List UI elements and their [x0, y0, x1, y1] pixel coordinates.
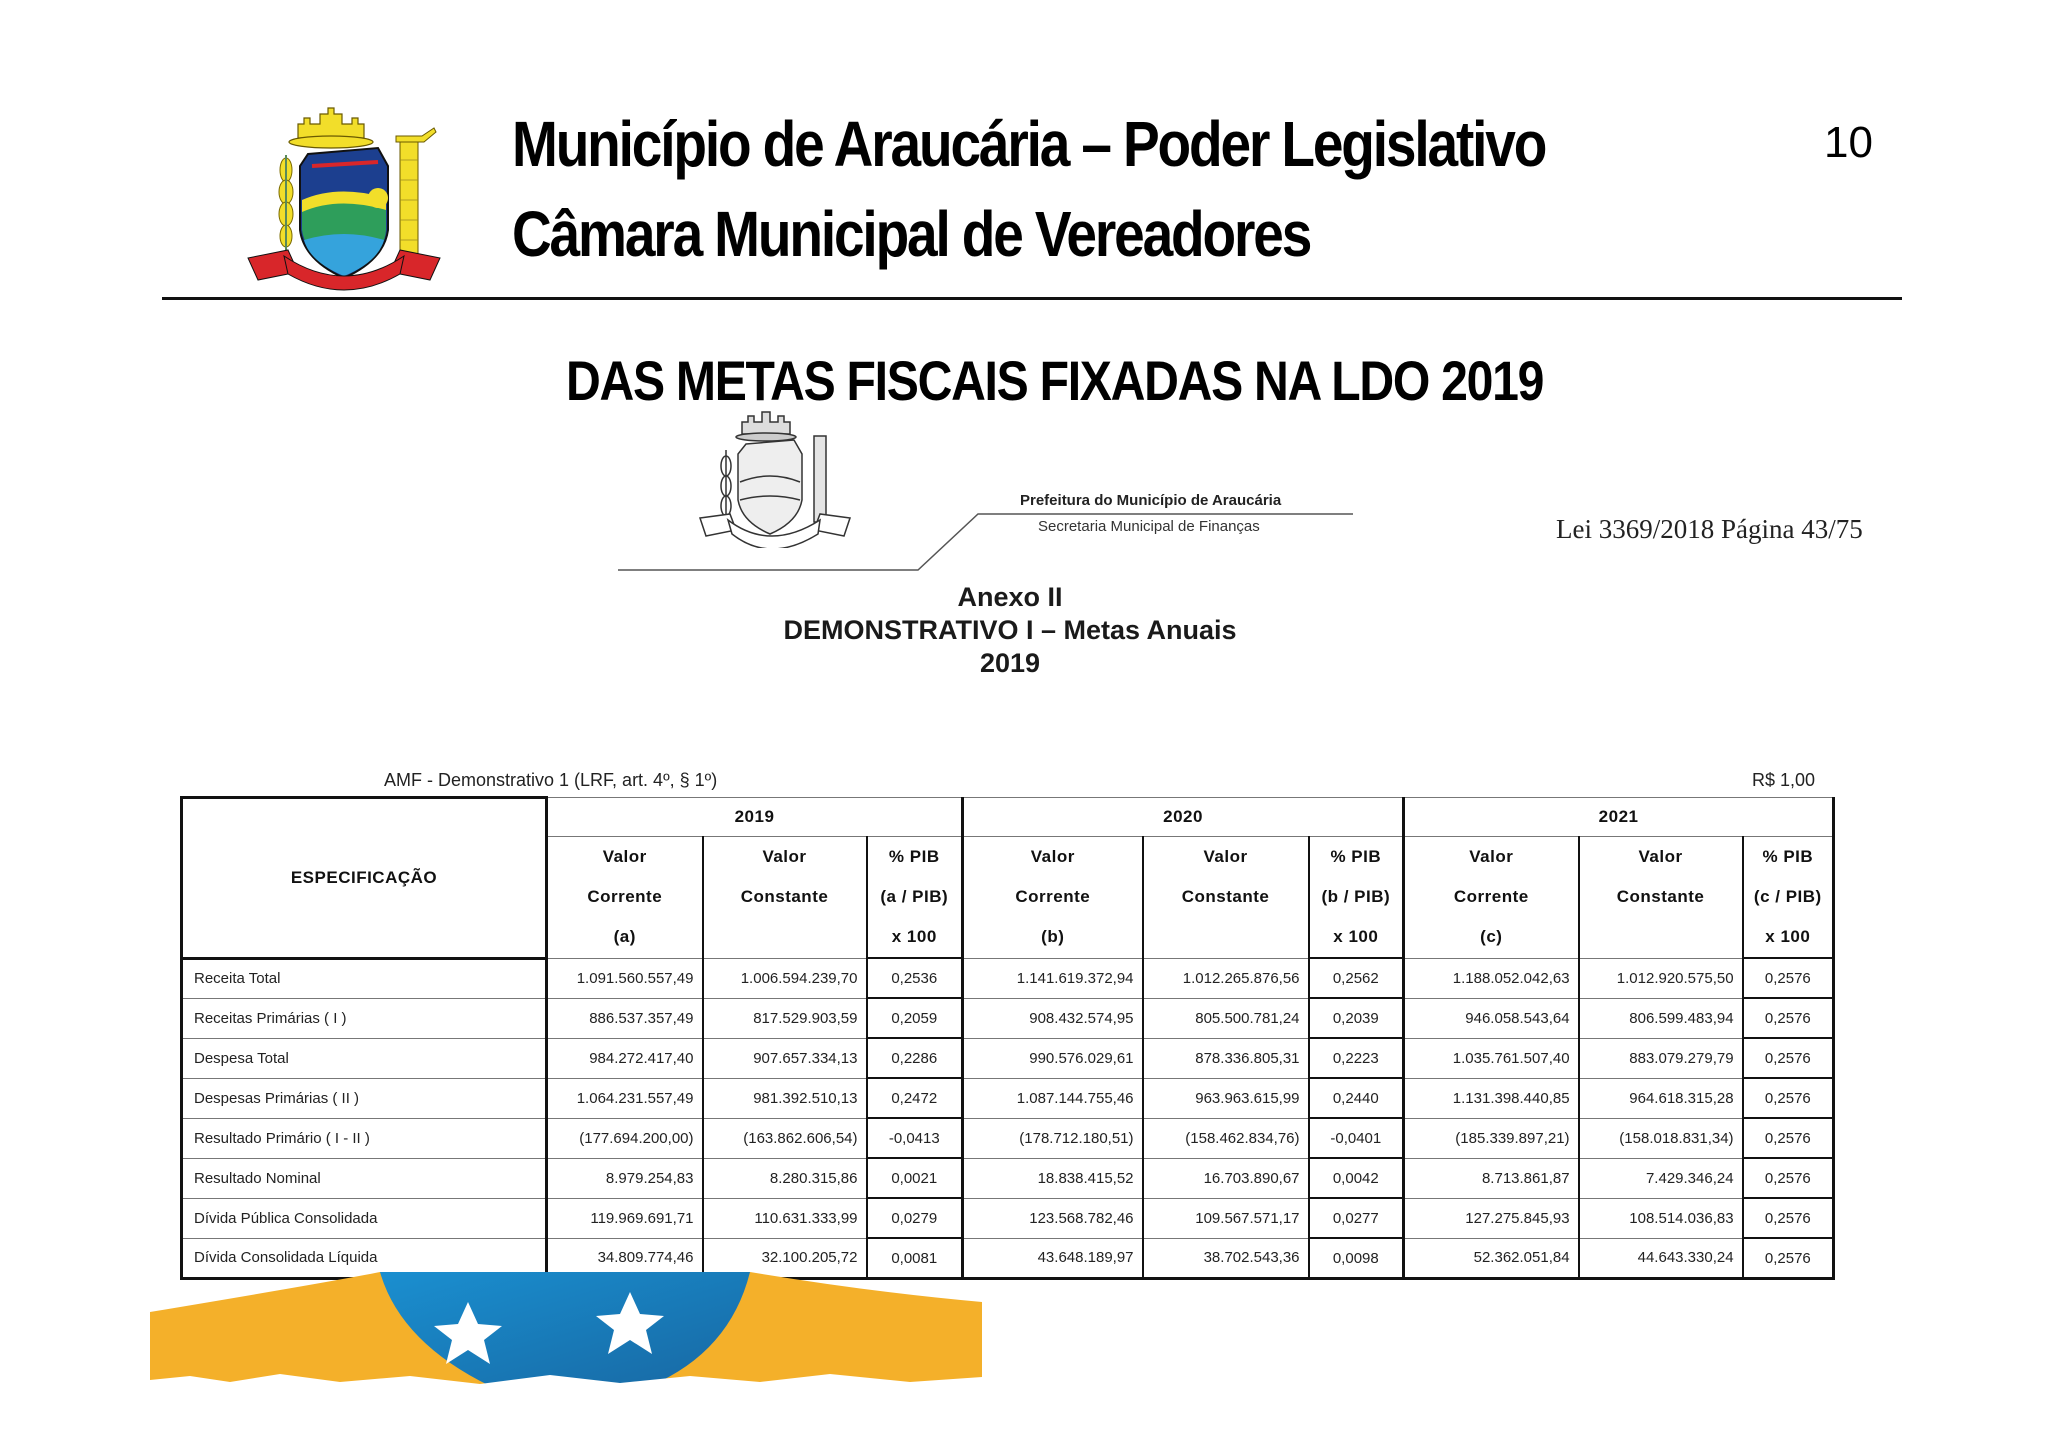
municipal-crest-logo [228, 100, 460, 296]
constant-value-cell: 44.643.330,24 [1579, 1238, 1743, 1279]
table-row [182, 1158, 1834, 1198]
table-caption: AMF - Demonstrativo 1 (LRF, art. 4º, § 1º) [384, 770, 718, 790]
constant-value-cell: (163.862.606,54) [703, 1118, 867, 1158]
current-value-cell: 1.091.560.557,49 [547, 958, 703, 998]
column-header-line: (a) [613, 927, 636, 947]
column-header-line: (c / PIB) [1753, 887, 1822, 906]
header-title-line1: Município de Araucária – Poder Legislativo [512, 108, 1546, 180]
column-header-line: % PIB [888, 847, 940, 866]
current-value-cell: (177.694.200,00) [547, 1118, 703, 1158]
pib-percent-cell: 0,2286 [867, 1038, 963, 1078]
pib-percent-cell: -0,0401 [1309, 1118, 1404, 1158]
column-header-line: Corrente [587, 887, 663, 907]
row-label: Dívida Consolidada Líquida [182, 1238, 547, 1279]
table-row [182, 1038, 1834, 1078]
pib-percent-cell: 0,2536 [867, 958, 963, 998]
column-header-line: x 100 [891, 927, 937, 946]
pib-percent-cell: 0,0021 [867, 1158, 963, 1198]
pib-percent-cell: 0,2576 [1743, 958, 1834, 998]
constant-value-cell: 38.702.543,36 [1143, 1238, 1309, 1279]
column-header-line: Corrente [1453, 887, 1529, 907]
column-header [1404, 837, 1579, 959]
pib-percent-cell: 0,2576 [1743, 1198, 1834, 1238]
column-header-line: Constante [740, 887, 829, 907]
column-header [1743, 837, 1834, 959]
constant-value-cell: (158.462.834,76) [1143, 1118, 1309, 1158]
table-row [182, 1198, 1834, 1238]
row-label: Dívida Pública Consolidada [182, 1198, 547, 1238]
current-value-cell: 123.568.782,46 [963, 1198, 1143, 1238]
column-header-line: Valor [1203, 847, 1248, 867]
column-header-line: Valor [602, 847, 647, 867]
spec-header: ESPECIFICAÇÃO [182, 798, 547, 959]
constant-value-cell: 878.336.805,31 [1143, 1038, 1309, 1078]
column-header-line: Valor [762, 847, 807, 867]
constant-value-cell: 8.280.315,86 [703, 1158, 867, 1198]
law-reference: Lei 3369/2018 Página 43/75 [1556, 514, 1863, 544]
current-value-cell: 946.058.543,64 [1404, 998, 1579, 1038]
current-value-cell: (178.712.180,51) [963, 1118, 1143, 1158]
column-header-line: % PIB [1330, 847, 1382, 866]
constant-value-cell: 108.514.036,83 [1579, 1198, 1743, 1238]
constant-value-cell: 32.100.205,72 [703, 1238, 867, 1279]
header-title-line2: Câmara Municipal de Vereadores [512, 198, 1311, 270]
pib-percent-cell: 0,2059 [867, 998, 963, 1038]
pib-percent-cell: 0,0081 [867, 1238, 963, 1279]
pib-percent-cell: 0,2576 [1743, 998, 1834, 1038]
constant-value-cell: 907.657.334,13 [703, 1038, 867, 1078]
column-header-line: Constante [1181, 887, 1270, 907]
org-name: Prefeitura do Município de Araucária [1020, 492, 1282, 509]
current-value-cell: 18.838.415,52 [963, 1158, 1143, 1198]
fiscal-targets-table [180, 796, 1835, 1280]
column-header-line: Corrente [1015, 887, 1091, 907]
pib-percent-cell: 0,2576 [1743, 1038, 1834, 1078]
parana-flag-decoration [150, 1272, 982, 1402]
column-header-line: % PIB [1762, 847, 1814, 866]
pib-percent-cell: 0,0279 [867, 1198, 963, 1238]
constant-value-cell: 806.599.483,94 [1579, 998, 1743, 1038]
pib-percent-cell: 0,2039 [1309, 998, 1404, 1038]
current-value-cell: 1.141.619.372,94 [963, 958, 1143, 998]
constant-value-cell: 1.012.920.575,50 [1579, 958, 1743, 998]
pib-percent-cell: 0,2223 [1309, 1038, 1404, 1078]
column-header-line: (c) [1480, 927, 1503, 947]
year-header-row [182, 798, 1834, 837]
column-header-line: (b) [1041, 927, 1065, 947]
year-header-2019: 2019 [547, 798, 963, 837]
pib-percent-cell: 0,2472 [867, 1078, 963, 1118]
current-value-cell: 1.131.398.440,85 [1404, 1078, 1579, 1118]
pib-percent-cell: 0,2576 [1743, 1238, 1834, 1279]
current-value-cell: 52.362.051,84 [1404, 1238, 1579, 1279]
column-header-line: Valor [1030, 847, 1075, 867]
pib-percent-cell: 0,2576 [1743, 1158, 1834, 1198]
column-header-line: Valor [1469, 847, 1514, 867]
column-header-line [1580, 917, 1742, 957]
annex-title: Anexo II [957, 582, 1063, 612]
letterhead-rule [618, 505, 1358, 575]
row-label: Despesas Primárias ( II ) [182, 1078, 547, 1118]
constant-value-cell: 981.392.510,13 [703, 1078, 867, 1118]
constant-value-cell: 883.079.279,79 [1579, 1038, 1743, 1078]
column-header-line: Valor [1638, 847, 1683, 867]
slide-subtitle: DAS METAS FISCAIS FIXADAS NA LDO 2019 [566, 349, 1544, 412]
column-header [703, 837, 867, 959]
current-value-cell: 34.809.774,46 [547, 1238, 703, 1279]
table-row [182, 958, 1834, 998]
org-department: Secretaria Municipal de Finanças [1038, 518, 1260, 535]
constant-value-cell: 964.618.315,28 [1579, 1078, 1743, 1118]
pib-percent-cell: 0,0277 [1309, 1198, 1404, 1238]
row-label: Receita Total [182, 958, 547, 998]
column-header [1143, 837, 1309, 959]
current-value-cell: 43.648.189,97 [963, 1238, 1143, 1279]
table-row [182, 1078, 1834, 1118]
current-value-cell: 127.275.845,93 [1404, 1198, 1579, 1238]
constant-value-cell: 109.567.571,17 [1143, 1198, 1309, 1238]
annex-heading [740, 581, 1280, 680]
current-value-cell: 886.537.357,49 [547, 998, 703, 1038]
constant-value-cell: 110.631.333,99 [703, 1198, 867, 1238]
pib-percent-cell: 0,2440 [1309, 1078, 1404, 1118]
row-label: Resultado Nominal [182, 1158, 547, 1198]
current-value-cell: 1.035.761.507,40 [1404, 1038, 1579, 1078]
current-value-cell: 908.432.574,95 [963, 998, 1143, 1038]
column-header [867, 837, 963, 959]
constant-value-cell: 817.529.903,59 [703, 998, 867, 1038]
column-header-line: (b / PIB) [1321, 887, 1391, 906]
column-header [1579, 837, 1743, 959]
column-header-line: x 100 [1765, 927, 1811, 946]
constant-value-cell: 1.006.594.239,70 [703, 958, 867, 998]
column-header-line [704, 917, 866, 957]
column-header [1309, 837, 1404, 959]
row-label: Despesa Total [182, 1038, 547, 1078]
column-header-line: (a / PIB) [880, 887, 949, 906]
pib-percent-cell: 0,2576 [1743, 1118, 1834, 1158]
annex-subtitle: DEMONSTRATIVO I – Metas Anuais [783, 615, 1237, 645]
column-header [963, 837, 1143, 959]
constant-value-cell: 16.703.890,67 [1143, 1158, 1309, 1198]
annex-year: 2019 [979, 648, 1041, 678]
table-row [182, 998, 1834, 1038]
column-header-line: x 100 [1333, 927, 1379, 946]
pib-percent-cell: -0,0413 [867, 1118, 963, 1158]
current-value-cell: 119.969.691,71 [547, 1198, 703, 1238]
pib-percent-cell: 0,0042 [1309, 1158, 1404, 1198]
year-header-2021: 2021 [1404, 798, 1834, 837]
current-value-cell: 1.188.052.042,63 [1404, 958, 1579, 998]
constant-value-cell: (158.018.831,34) [1579, 1118, 1743, 1158]
current-value-cell: 8.713.861,87 [1404, 1158, 1579, 1198]
column-header-line: Constante [1616, 887, 1705, 907]
current-value-cell: 984.272.417,40 [547, 1038, 703, 1078]
table-row [182, 1118, 1834, 1158]
constant-value-cell: 7.429.346,24 [1579, 1158, 1743, 1198]
page-number: 10 [1824, 118, 1873, 167]
current-value-cell: 1.087.144.755,46 [963, 1078, 1143, 1118]
currency-unit: R$ 1,00 [1752, 770, 1816, 790]
current-value-cell: 1.064.231.557,49 [547, 1078, 703, 1118]
header-divider [162, 297, 1902, 300]
year-header-2020: 2020 [963, 798, 1404, 837]
row-label: Resultado Primário ( I - II ) [182, 1118, 547, 1158]
column-header [547, 837, 703, 959]
constant-value-cell: 1.012.265.876,56 [1143, 958, 1309, 998]
current-value-cell: 8.979.254,83 [547, 1158, 703, 1198]
pib-percent-cell: 0,0098 [1309, 1238, 1404, 1279]
current-value-cell: 990.576.029,61 [963, 1038, 1143, 1078]
current-value-cell: (185.339.897,21) [1404, 1118, 1579, 1158]
pib-percent-cell: 0,2562 [1309, 958, 1404, 998]
constant-value-cell: 963.963.615,99 [1143, 1078, 1309, 1118]
pib-percent-cell: 0,2576 [1743, 1078, 1834, 1118]
constant-value-cell: 805.500.781,24 [1143, 998, 1309, 1038]
column-header-line [1144, 917, 1308, 957]
row-label: Receitas Primárias ( I ) [182, 998, 547, 1038]
